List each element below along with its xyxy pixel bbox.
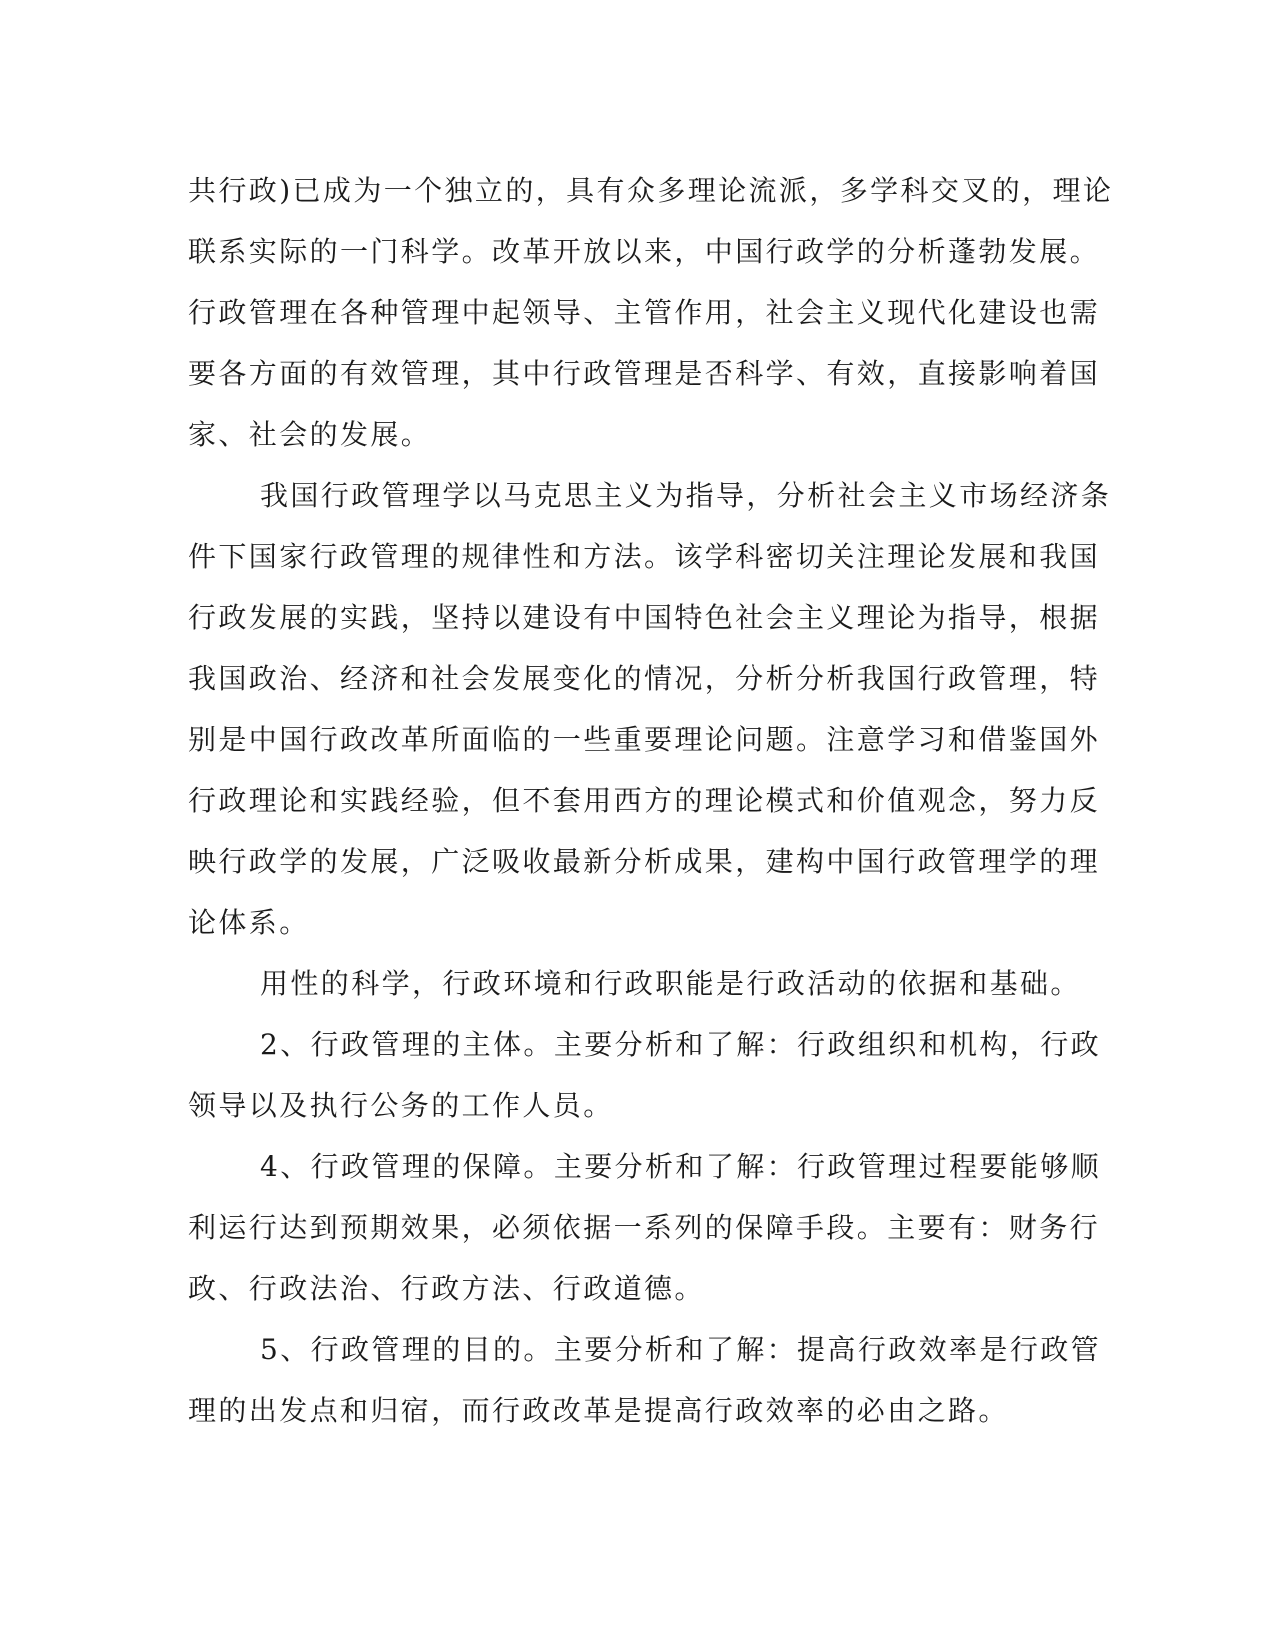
document-body (188, 160, 1114, 1441)
text-line: 政、行政法治、行政方法、行政道德。 (188, 1272, 705, 1305)
text-line: 家、社会的发展。 (188, 418, 432, 451)
text-line: 行政理论和实践经验，但不套用西方的理论模式和价值观念，努力反 (188, 784, 1101, 817)
text-line: 共行政)已成为一个独立的，具有众多理论流派，多学科交叉的，理论 (188, 174, 1114, 207)
paragraph-2 (188, 465, 1112, 953)
text-line: 件下国家行政管理的规律性和方法。该学科密切关注理论发展和我国 (188, 540, 1101, 573)
text-line: 联系实际的一门科学。改革开放以来，中国行政学的分析蓬勃发展。 (188, 235, 1101, 268)
text-line: 4、行政管理的保障。主要分析和了解：行政管理过程要能够顺 (260, 1150, 1102, 1183)
paragraph-4 (188, 1014, 1102, 1136)
text-line: 要各方面的有效管理，其中行政管理是否科学、有效，直接影响着国 (188, 357, 1101, 390)
text-line: 映行政学的发展，广泛吸收最新分析成果，建构中国行政管理学的理 (188, 845, 1101, 878)
text-line: 用性的科学，行政环境和行政职能是行政活动的依据和基础。 (260, 967, 1081, 1000)
text-line: 理的出发点和归宿，而行政改革是提高行政效率的必由之路。 (188, 1394, 1009, 1427)
text-line: 行政发展的实践，坚持以建设有中国特色社会主义理论为指导，根据 (188, 601, 1101, 634)
paragraph-6 (188, 1319, 1102, 1441)
text-line: 我国政治、经济和社会发展变化的情况，分析分析我国行政管理，特 (188, 662, 1101, 695)
text-line: 我国行政管理学以马克思主义为指导，分析社会主义市场经济条 (260, 479, 1112, 512)
text-line: 利运行达到预期效果，必须依据一系列的保障手段。主要有：财务行 (188, 1211, 1101, 1244)
text-line: 行政管理在各种管理中起领导、主管作用，社会主义现代化建设也需 (188, 296, 1101, 329)
text-line: 5、行政管理的目的。主要分析和了解：提高行政效率是行政管 (260, 1333, 1102, 1366)
text-line: 2、行政管理的主体。主要分析和了解：行政组织和机构，行政 (260, 1028, 1102, 1061)
text-line: 论体系。 (188, 906, 310, 939)
text-line: 领导以及执行公务的工作人员。 (188, 1089, 614, 1122)
paragraph-1 (188, 160, 1114, 465)
paragraph-5 (188, 1136, 1102, 1319)
paragraph-3 (188, 953, 1081, 1014)
text-line: 别是中国行政改革所面临的一些重要理论问题。注意学习和借鉴国外 (188, 723, 1101, 756)
